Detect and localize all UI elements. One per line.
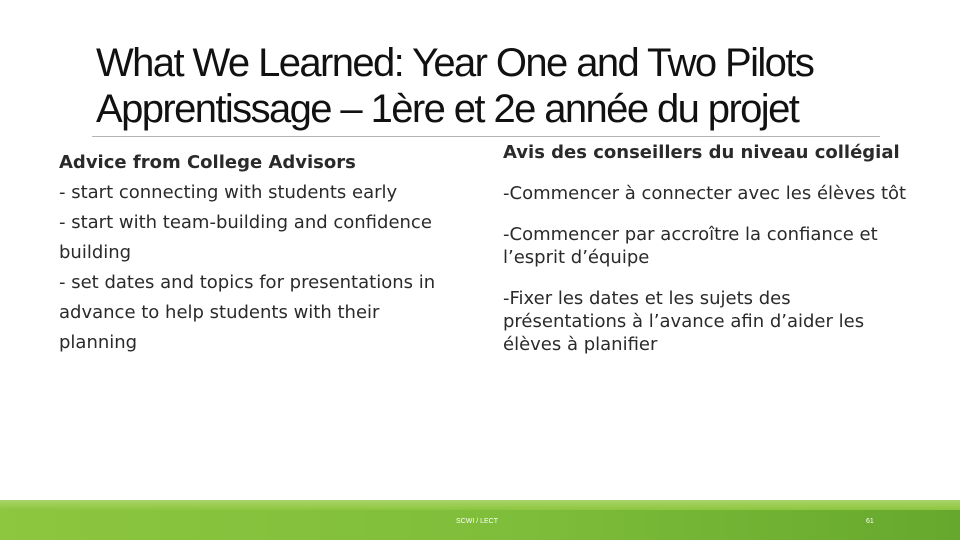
title-line-english: What We Learned: Year One and Two Pilots — [96, 41, 814, 85]
footer-label: SCWI / LECT — [456, 518, 499, 525]
french-heading: Avis des conseillers du niveau collégial — [503, 142, 900, 163]
english-line: - set dates and topics for presentations in — [59, 272, 436, 293]
english-line: advance to help students with their — [59, 302, 380, 323]
french-column — [503, 141, 918, 374]
english-line: - start with team-building and confidence — [59, 212, 432, 233]
english-line: - start connecting with students early — [59, 182, 398, 203]
page-number: 61 — [866, 518, 874, 525]
french-item: -Fixer les dates et les sujets des présentations à l’avance afin d’aider les élèves à planifier — [503, 288, 865, 355]
english-heading: Advice from College Advisors — [59, 152, 356, 173]
english-line: building — [59, 242, 132, 263]
french-item: -Commencer par accroître la confiance et l’esprit d’équipe — [503, 224, 878, 268]
french-item: -Commencer à connecter avec les élèves tôt — [503, 183, 907, 204]
slide-title — [96, 40, 896, 132]
title-divider — [92, 136, 880, 137]
title-line-french: Apprentissage – 1ère et 2e année du projet — [96, 87, 799, 131]
english-column — [59, 148, 469, 358]
english-line: planning — [59, 332, 138, 353]
